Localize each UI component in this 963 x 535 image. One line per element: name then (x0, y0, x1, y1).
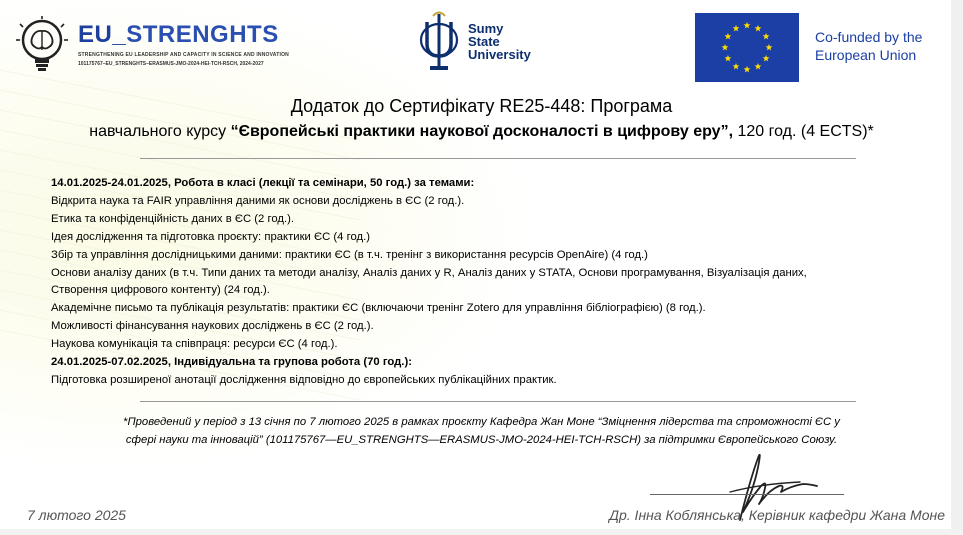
co-funded-label (815, 28, 922, 64)
eu-star (722, 44, 729, 51)
eu-star (744, 22, 751, 29)
lightbulb-brain-icon (14, 16, 70, 74)
program-line: Основи аналізу даних (в т.ч. Типи даних та методи аналізу, Аналіз даних у R, Аналіз даних у STATA, Основи програмування, Візуалізація даних, (51, 266, 807, 279)
signer-name: Др. Інна Коблянська, Керівник кафедри Жана Моне (609, 507, 945, 523)
issue-date: 7 лютого 2025 (27, 507, 126, 523)
university-name (468, 22, 531, 61)
co-funded-line2: European Union (815, 47, 917, 63)
eu-star (755, 25, 762, 32)
program-line: Підготовка розширеної анотації дослідження відповідно до європейських публікаційних практик. (51, 373, 557, 386)
eu-star (755, 63, 762, 70)
sumy-state-university-logo (412, 8, 542, 74)
brand-tagline: STRENGTHENING EU LEADERSHIP AND CAPACITY IN SCIENCE AND INNOVATION (78, 52, 289, 58)
signature-line (650, 494, 844, 495)
brand-name: EU_STRENGHTS (78, 21, 279, 48)
certificate-title: Додаток до Сертифікату RE25-448: Програма (290, 96, 673, 116)
program-line: Наукова комунікація та співпраця: ресурси ЄС (4 год.). (51, 338, 338, 351)
eu-star (725, 33, 732, 40)
eu-strenghts-logo (14, 14, 304, 76)
eu-star (763, 33, 770, 40)
program-list (51, 175, 951, 390)
co-funded-line1: Co-funded by the (815, 29, 923, 45)
program-line: Збір та управління дослідницькими даними: практики ЄС (в т.ч. тренінг з використання ресурсів OpenAire) (4 год.) (51, 248, 648, 261)
eu-star (763, 55, 770, 62)
divider-top (140, 158, 856, 159)
university-name-line3: University (468, 47, 531, 62)
eu-flag-icon (695, 13, 799, 82)
program-line: Можливості фінансування наукових досліджень в ЄС (2 год.). (51, 320, 374, 333)
eu-star (766, 44, 773, 51)
program-line: 14.01.2025-24.01.2025, Робота в класі (лекції та семінари, 50 год.) за темами: (51, 177, 475, 189)
eu-star (733, 25, 740, 32)
footnote-line1: *Проведений у період з 13 січня по 7 лютого 2025 в рамках проєкту Кафедра Жан Моне “Зміцнення лідерства та спроможності ЄС у (123, 416, 840, 428)
program-line: Відкрита наука та FAIR управління даними як основи досліджень в ЄС (2 год.). (51, 194, 465, 207)
page-edge-right (951, 0, 963, 535)
university-name-line2: State (468, 34, 500, 49)
footnote-line2: сфері науки та інновацій” (101175767—EU_STRENGHTS—ERASMUS-JMO-2024-HEI-TCH-RSCH) за підтримки Європейського Союзу. (125, 434, 838, 446)
sumy-university-emblem-icon (412, 8, 466, 74)
program-line: Етика та конфіденційність даних в ЄС (2 год.). (51, 212, 294, 225)
eu-star (733, 63, 740, 70)
program-line: Академічне письмо та публікація результатів: практики ЄС (включаючи тренінг Zotero для управління бібліографією) (8 год.). (51, 302, 706, 315)
program-line: Ідея дослідження та підготовка проєкту: практики ЄС (4 год.) (51, 230, 370, 243)
eu-star (725, 55, 732, 62)
university-name-line1: Sumy (468, 21, 504, 36)
program-line: 24.01.2025-07.02.2025, Індивідуальна та групова робота (70 год.): (51, 356, 412, 369)
project-code: 101175767–EU_STRENGHTS–ERASMUS-JMO-2024-HEI-TCH-RSCH, 2024-2027 (78, 61, 264, 67)
divider-bottom (140, 401, 856, 402)
course-title: навчального курсу “Європейські практики наукової досконалості в цифрову еру”, 120 год. (4 ECTS)* (89, 123, 874, 140)
eu-star (744, 66, 751, 73)
course-name: “Європейські практики наукової досконалості в цифрову еру”, (230, 123, 734, 140)
program-line: Створення цифрового контенту) (24 год.). (51, 284, 270, 297)
